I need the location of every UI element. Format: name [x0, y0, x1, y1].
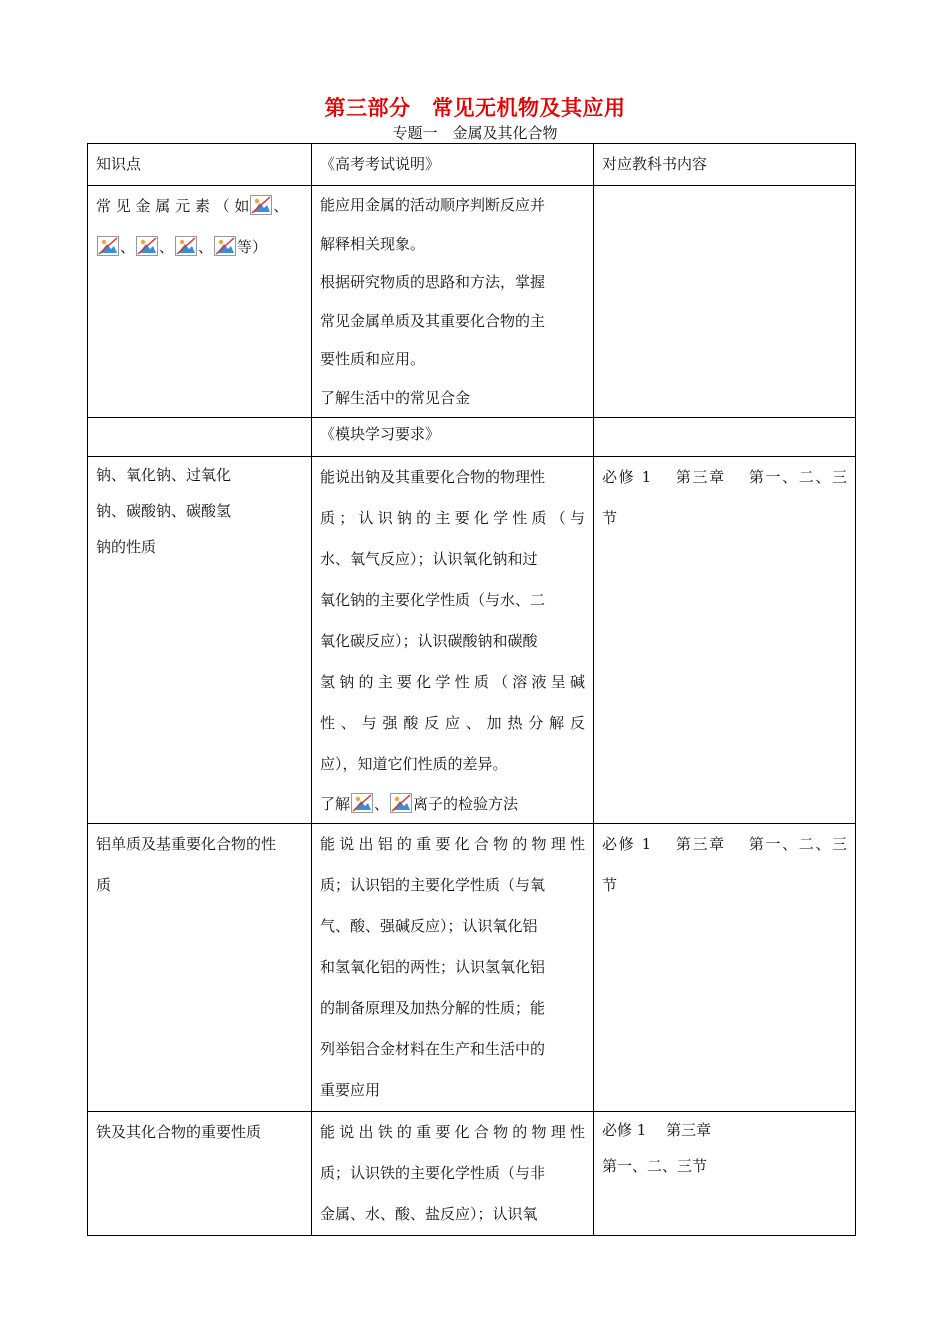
textbook-cell	[594, 824, 856, 1112]
separator: 、	[159, 238, 175, 256]
topic-cell	[88, 824, 312, 1112]
text-line: 必修 1 第三章 第一、二、三	[602, 835, 847, 853]
topic-text: 等）	[237, 238, 268, 256]
topic-text: 常 见 金 属 元 素 （ 如	[96, 197, 250, 215]
text-line: 能说出铁的重要化合物的物理性	[320, 1123, 585, 1141]
text-line: 氢钠的主要化学性质（溶液呈碱	[320, 673, 585, 691]
header-topic: 知识点	[88, 144, 312, 186]
textbook-cell	[594, 186, 856, 418]
textbook-cell	[594, 457, 856, 824]
exam-description-cell	[312, 186, 594, 418]
text-line: 要性质和应用。	[320, 350, 426, 368]
text-line: 必修 1 第三章	[602, 1121, 712, 1139]
text-line: 了解生活中的常见合金	[320, 388, 471, 407]
syllabus-table	[87, 143, 856, 1236]
table-row-module-header	[88, 418, 856, 457]
module-header: 《模块学习要求》	[312, 418, 594, 457]
broken-image-icon	[97, 236, 119, 256]
topic-cell	[88, 457, 312, 824]
text-line: 钠、碳酸钠、碳酸氢	[96, 502, 232, 520]
text-line: 列举铝合金材料在生产和生活中的	[320, 1040, 546, 1058]
separator: 、	[273, 197, 289, 215]
text-line: 根据研究物质的思路和方法，掌握	[320, 273, 546, 291]
text-line: 质；认识钠的主要化学性质（与	[320, 509, 585, 527]
text-line: 节	[602, 876, 618, 894]
text-line: 气、酸、强碱反应）；认识氧化铝	[320, 917, 538, 935]
page-title: 第三部分 常见无机物及其应用	[324, 96, 626, 120]
table-row-iron	[88, 1112, 856, 1236]
empty-cell	[594, 418, 856, 457]
text-fragment: 了解	[320, 795, 351, 813]
text-line: 的制备原理及加热分解的性质；能	[320, 999, 546, 1017]
text-line: 和氢氧化铝的两性；认识氢氧化铝	[320, 958, 546, 976]
text-line: 节	[602, 509, 618, 527]
text-line: 质	[96, 876, 112, 894]
text-line: 重要应用	[320, 1081, 381, 1099]
text-line: 金属、水、酸、盐反应）；认识氧	[320, 1205, 538, 1223]
header-exam-description: 《高考考试说明》	[312, 144, 594, 186]
text-line: 能应用金属的活动顺序判断反应并	[320, 196, 546, 214]
empty-cell	[88, 418, 312, 457]
broken-image-icon	[175, 236, 197, 256]
text-line: 钠、氧化钠、过氧化	[96, 466, 232, 484]
text-line: 水、氧气反应）；认识氧化钠和过	[320, 550, 538, 568]
requirement-cell	[312, 824, 594, 1112]
text-line: 第一、二、三节	[602, 1157, 708, 1175]
text-line: 应），知道它们性质的差异。	[320, 755, 508, 773]
topic-cell	[88, 186, 312, 418]
broken-image-icon	[136, 236, 158, 256]
text-line: 能说出钠及其重要化合物的物理性	[320, 468, 546, 486]
text-line: 钠的性质	[96, 538, 157, 556]
text-line: 性、与强酸反应、加热分解反	[320, 714, 585, 732]
text-line: 铝单质及基重要化合物的性	[96, 835, 277, 853]
text-line: 解释相关现象。	[320, 234, 426, 253]
separator: 、	[374, 795, 390, 813]
header-textbook: 对应教科书内容	[594, 144, 856, 186]
table-row-aluminium	[88, 824, 856, 1112]
text-line: 能说出铝的重要化合物的物理性	[320, 835, 585, 853]
topic-cell	[88, 1112, 312, 1236]
table-row-metals	[88, 186, 856, 418]
broken-image-icon	[250, 195, 272, 215]
separator: 、	[198, 238, 214, 256]
table-row-sodium	[88, 457, 856, 824]
page-subtitle: 专题一 金属及其化合物	[392, 124, 558, 142]
text-line: 质；认识铁的主要化学性质（与非	[320, 1164, 546, 1182]
requirement-cell	[312, 457, 594, 824]
text-line: 氧化钠的主要化学性质（与水、二	[320, 591, 546, 609]
text-line: 质；认识铝的主要化学性质（与氧	[320, 876, 546, 894]
broken-image-icon	[390, 793, 412, 813]
broken-image-icon	[214, 236, 236, 256]
table-header-row	[88, 144, 856, 186]
text-fragment: 离子的检验方法	[413, 795, 519, 813]
text-line: 铁及其化合物的重要性质	[96, 1123, 262, 1141]
separator: 、	[120, 238, 136, 256]
text-line: 常见金属单质及其重要化合物的主	[320, 311, 546, 330]
requirement-cell	[312, 1112, 594, 1236]
broken-image-icon	[351, 793, 373, 813]
text-line: 必修 1 第三章 第一、二、三	[602, 468, 847, 486]
text-line: 氧化碳反应）；认识碳酸钠和碳酸	[320, 632, 538, 650]
textbook-cell	[594, 1112, 856, 1236]
